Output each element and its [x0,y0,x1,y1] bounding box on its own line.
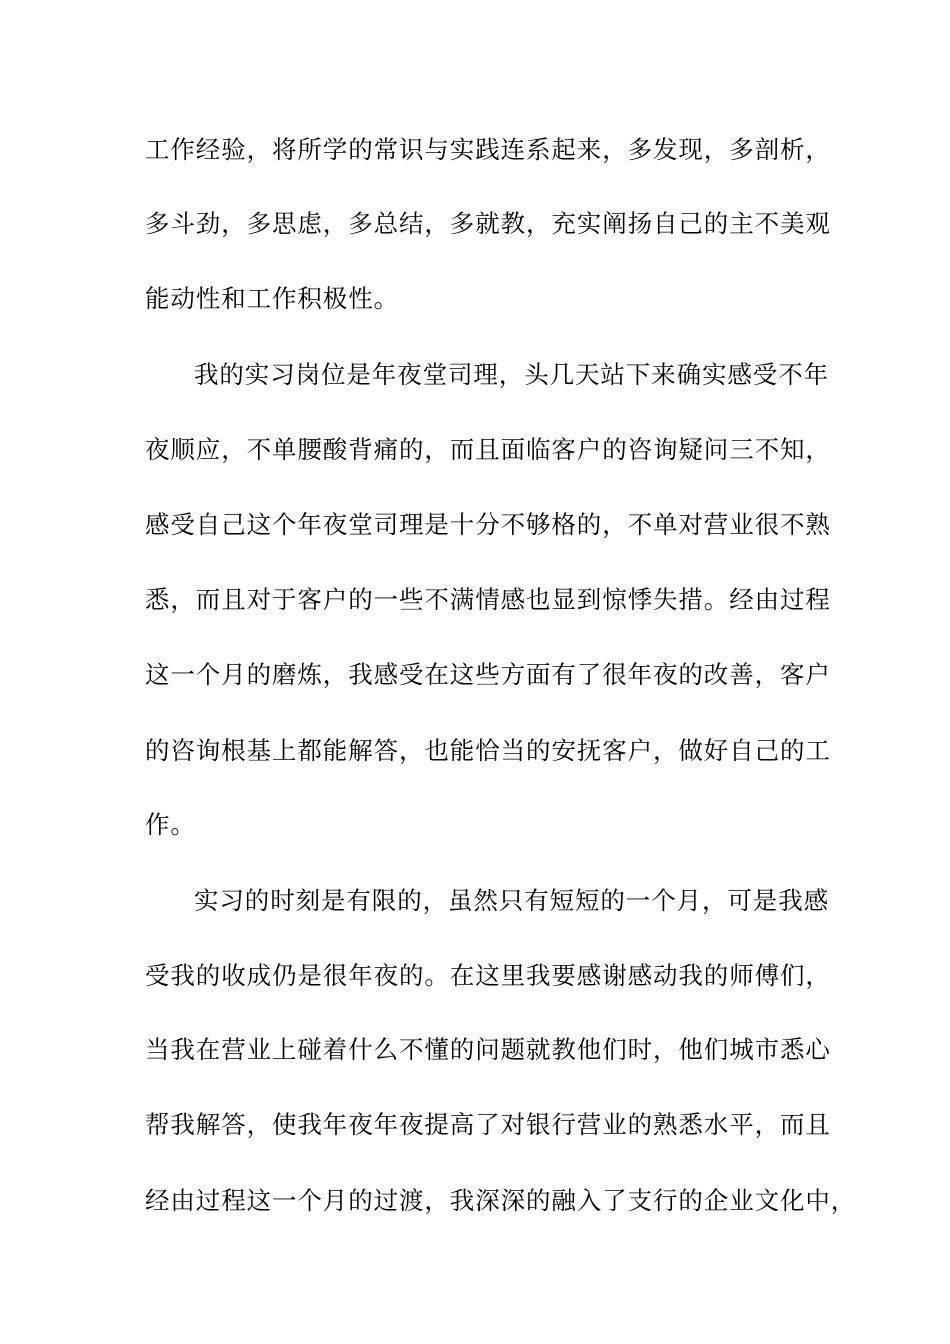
paragraph-line: 当我在营业上碰着什么不懂的问题就教他们时，他们城市悉心 [145,1035,831,1064]
paragraph-line: 受我的收成仍是很年夜的。在这里我要感谢感动我的师傅们， [145,961,831,990]
paragraph-line: 悉，而且对于客户的一些不满情感也显到惊悸失措。经由过程 [145,585,831,614]
paragraph-line: 经由过程这一个月的过渡，我深深的融入了支行的企业文化中， [145,1186,857,1215]
paragraph-line: 多斗劲，多思虑，多总结，多就教，充实阐扬自己的主不美观 [145,209,831,238]
paragraph-line: 作。 [145,810,196,839]
paragraph-first-line: 我的实习岗位是年夜堂司理，头几天站下来确实感受不年 [194,360,829,389]
paragraph-first-line: 实习的时刻是有限的，虽然只有短短的一个月，可是我感 [194,886,829,915]
paragraph-line: 工作经验，将所学的常识与实践连系起来，多发现，多剖析， [145,135,831,164]
paragraph-line: 帮我解答，使我年夜年夜提高了对银行营业的熟悉水平，而且 [145,1110,831,1139]
paragraph-line: 的咨询根基上都能解答，也能恰当的安抚客户，做好自己的工 [145,736,831,765]
paragraph-line: 感受自己这个年夜堂司理是十分不够格的，不单对营业很不熟 [145,510,831,539]
paragraph-line: 能动性和工作积极性。 [145,284,399,313]
paragraph-line: 夜顺应，不单腰酸背痛的，而且面临客户的咨询疑问三不知， [145,435,831,464]
paragraph-line: 这一个月的磨炼，我感受在这些方面有了很年夜的改善，客户 [145,660,831,689]
